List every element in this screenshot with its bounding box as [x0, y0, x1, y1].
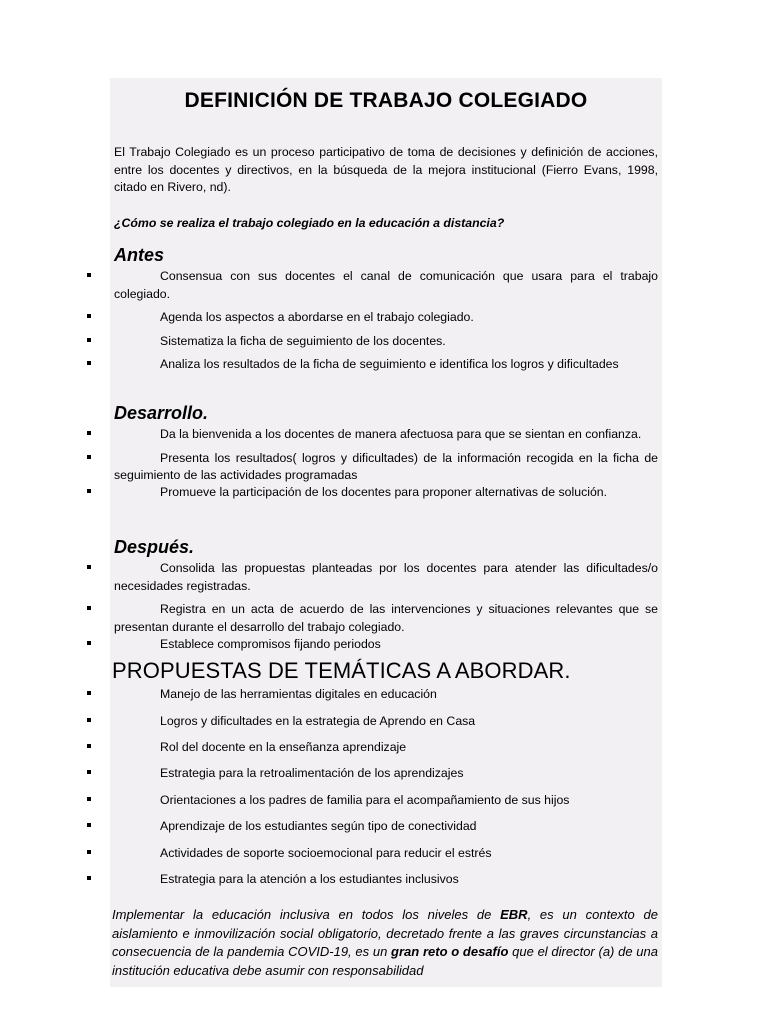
- list-item: [110, 818, 662, 835]
- list-item-text: Registra en un acta de acuerdo de las intervenciones y situaciones relevantes que se presentan durante el desarrollo del trabajo colegiado.: [114, 602, 658, 634]
- square-bullet-icon: [87, 876, 91, 880]
- list-item-text: Establece compromisos fijando periodos: [160, 637, 381, 652]
- square-bullet-icon: [87, 361, 91, 365]
- square-bullet-icon: [87, 606, 91, 610]
- square-bullet-icon: [87, 565, 91, 569]
- square-bullet-icon: [87, 823, 91, 827]
- list-item: [110, 686, 662, 703]
- square-bullet-icon: [87, 273, 91, 277]
- square-bullet-icon: [87, 744, 91, 748]
- square-bullet-icon: [87, 718, 91, 722]
- closing-bold-reto: gran reto o desafío: [391, 944, 509, 960]
- list-item-text: Promueve la participación de los docentes para proponer alternativas de solución.: [160, 485, 608, 500]
- list-item-text: Agenda los aspectos a abordarse en el trabajo colegiado.: [160, 310, 474, 325]
- square-bullet-icon: [87, 489, 91, 493]
- list-despues: [110, 560, 662, 653]
- list-item: [110, 636, 662, 653]
- list-item-text: Consensua con sus docentes el canal de comunicación que usara para el trabajo colegiado.: [114, 269, 658, 301]
- closing-paragraph: [110, 898, 662, 987]
- list-item-text: Aprendizaje de los estudiantes según tipo de conectividad: [160, 819, 477, 834]
- section-spacer: [110, 380, 662, 390]
- list-item: [110, 601, 662, 636]
- list-item-text: Orientaciones a los padres de familia para el acompañamiento de sus hijos: [160, 792, 570, 807]
- square-bullet-icon: [87, 850, 91, 854]
- section-heading-antes: Antes: [114, 244, 165, 265]
- square-bullet-icon: [87, 797, 91, 801]
- square-bullet-icon: [87, 691, 91, 695]
- list-item: [110, 871, 662, 888]
- list-item: [110, 268, 662, 303]
- closing-text-part-1: Implementar la educación inclusiva en todos los niveles de: [112, 906, 501, 922]
- document-content-band: [110, 78, 662, 987]
- topics-heading: PROPUESTAS DE TEMÁTICAS A ABORDAR.: [112, 657, 571, 683]
- list-item-text: Estrategia para la retroalimentación de los aprendizajes: [160, 766, 464, 781]
- square-bullet-icon: [87, 641, 91, 645]
- list-item: [110, 792, 662, 809]
- list-item-text: Consolida las propuestas planteadas por los docentes para atender las dificultades/o necesidades registradas.: [114, 561, 658, 593]
- list-item: [110, 845, 662, 862]
- intro-paragraph: El Trabajo Colegiado es un proceso participativo de toma de decisiones y definición de acciones, entre los docentes y directivos, en la búsqueda de la mejora institucional (Fierro Evans, 1998, citado en Rivero, nd).: [114, 145, 658, 195]
- list-item: [110, 484, 662, 501]
- section-heading-desarrollo: Desarrollo.: [114, 402, 209, 423]
- square-bullet-icon: [87, 314, 91, 318]
- section-heading-despues: Después.: [114, 536, 195, 557]
- list-item: [110, 333, 662, 350]
- list-item-text: Presenta los resultados( logros y dificultades) de la información recogida en la ficha de seguimiento de las actividades programadas: [114, 450, 658, 482]
- square-bullet-icon: [87, 431, 91, 435]
- section-spacer: [110, 508, 662, 524]
- list-item: [110, 765, 662, 782]
- closing-text-part-3: que el director (a) de una institución educativa debe asumir con responsabilidad: [112, 944, 658, 979]
- list-item-text: Estrategia para la atención a los estudiantes inclusivos: [160, 872, 459, 887]
- list-item: [110, 426, 662, 443]
- closing-bold-ebr: EBR: [500, 906, 528, 922]
- list-item: [110, 560, 662, 595]
- guiding-question: ¿Cómo se realiza el trabajo colegiado en la educación a distancia?: [114, 215, 505, 230]
- square-bullet-icon: [87, 455, 91, 459]
- list-item: [110, 713, 662, 730]
- list-desarrollo: [110, 426, 662, 502]
- page-title: DEFINICIÓN DE TRABAJO COLEGIADO: [184, 89, 588, 112]
- list-antes: [110, 268, 662, 373]
- list-item: [110, 309, 662, 326]
- list-topics: [110, 686, 662, 889]
- list-item: [110, 356, 662, 373]
- document-body: [110, 78, 662, 987]
- square-bullet-icon: [87, 338, 91, 342]
- list-item-text: Sistematiza la ficha de seguimiento de los docentes.: [160, 333, 446, 348]
- list-item-text: Analiza los resultados de la ficha de seguimiento e identifica los logros y dificultades: [160, 357, 619, 372]
- list-item-text: Rol del docente en la enseñanza aprendizaje: [160, 739, 407, 754]
- list-item-text: Actividades de soporte socioemocional para reducir el estrés: [160, 845, 492, 860]
- list-item: [110, 739, 662, 756]
- list-item-text: Manejo de las herramientas digitales en educación: [160, 687, 437, 702]
- list-item: [110, 450, 662, 485]
- square-bullet-icon: [87, 770, 91, 774]
- list-item-text: Logros y dificultades en la estrategia de Aprendo en Casa: [160, 713, 476, 728]
- closing-text-part-2: , es un contexto de aislamiento e inmovilización social obligatorio, decretado frente a las graves circunstancias a consecuencia de la pandemia COVID-19, es un: [112, 906, 658, 960]
- list-item-text: Da la bienvenida a los docentes de manera afectuosa para que se sientan en confianza.: [160, 427, 642, 442]
